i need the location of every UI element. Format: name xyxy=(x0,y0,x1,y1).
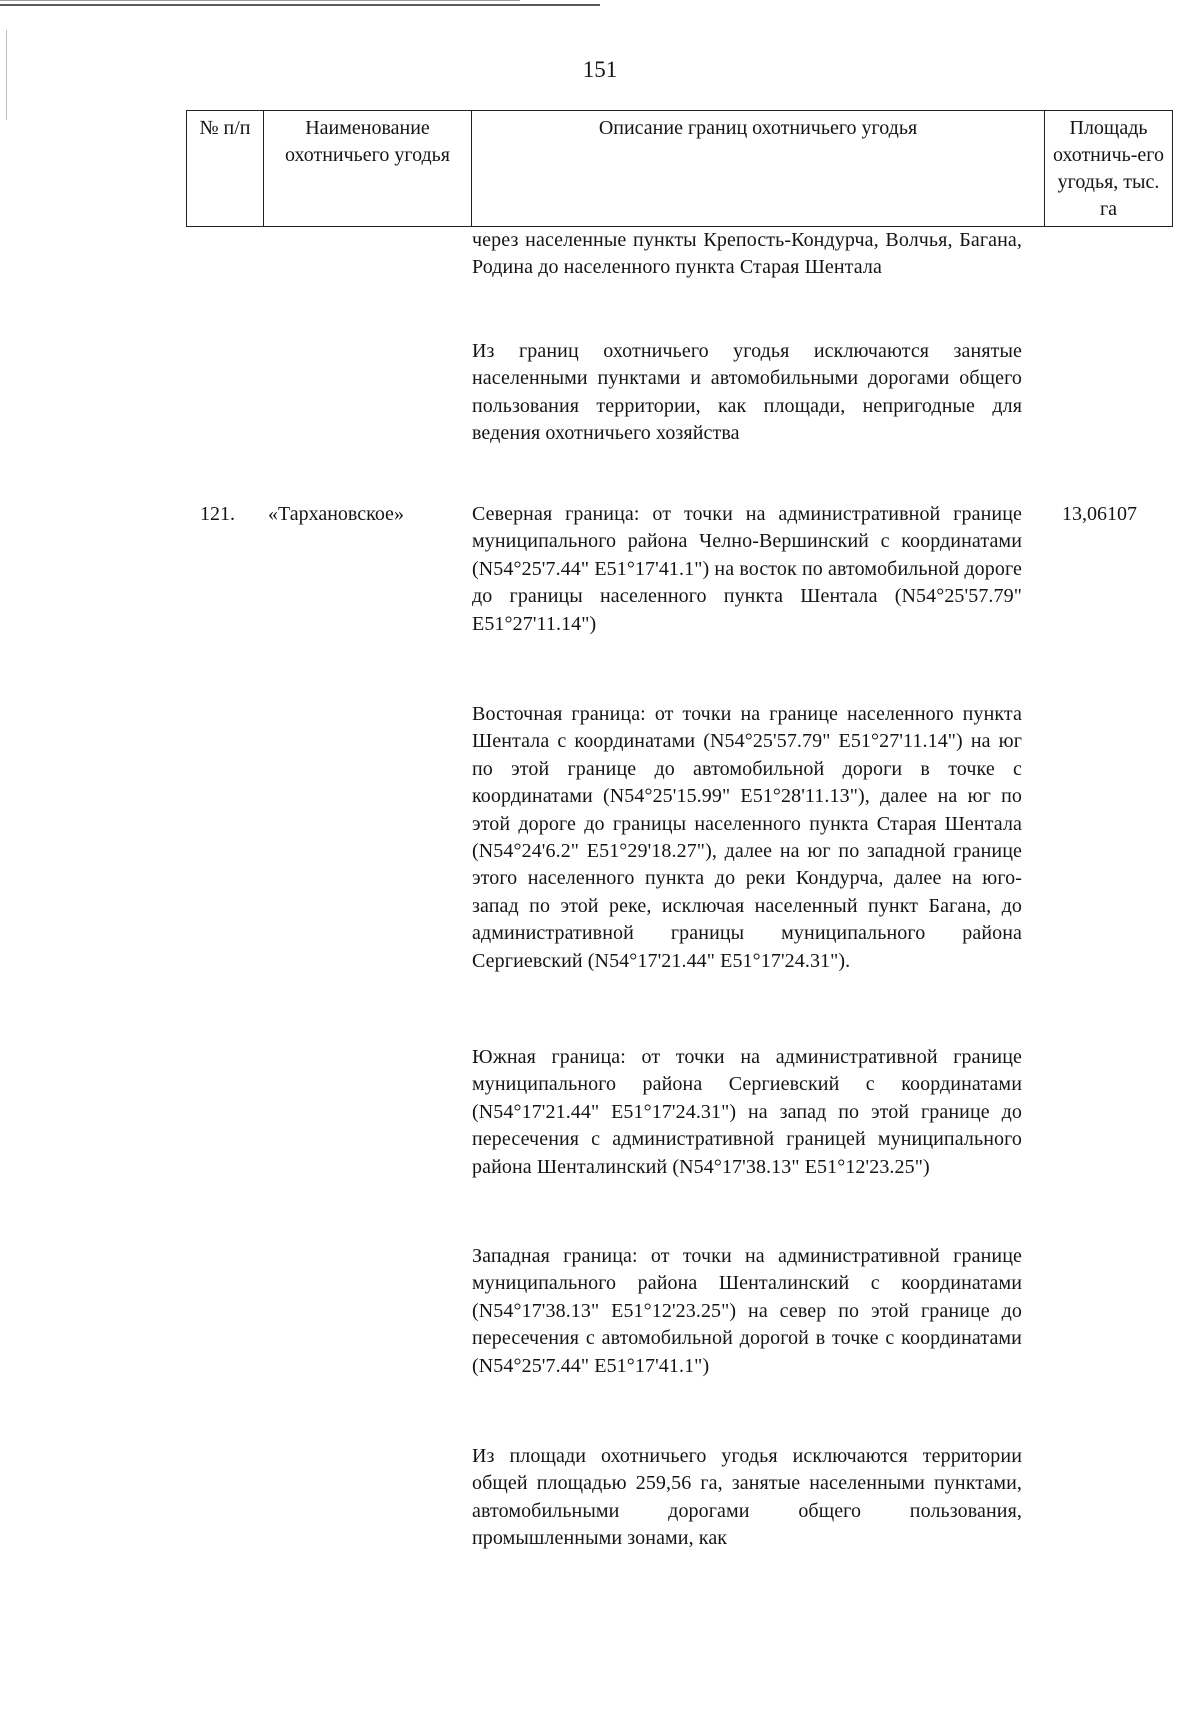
entry-name: «Тархановское» xyxy=(268,503,404,525)
area-exclusion-paragraph: Из площади охотничьего угодья исключаются территории общей площадью 259,56 га, занятые населенными пунктами, автомобильными дорогами общего пользования, промышленными зонами, как xyxy=(472,1445,1022,1550)
scan-edge-line xyxy=(0,4,600,6)
north-boundary: Северная граница: от точки на административной границе муниципального района Челно-Вершинский с координатами (N54°25'7.44" E51°17'41.1") на восток по автомобильной дороге до границы населенного пункта Шентала (N54°25'57.79" E51°27'11.14") xyxy=(472,503,1022,635)
east-boundary: Восточная граница: от точки на границе населенного пункта Шентала с координатами (N54°25'57.79" E51°27'11.14") на юг по этой границе до автомобильной дороги в точке с координатами (N54°25'15.99" E51°28'11.13"), далее на юг по этой дороге до границы населенного пункта Старая Шентала (N54°24'6.2" E51°29'18.27"), далее на юг по западной границе этого населенного пункта до реки Кондурча, далее на юго-запад по этой реке, исключая населенный пункт Багана, до административной границы муниципального района Сергиевский (N54°17'21.44" E51°17'24.31"). xyxy=(472,703,1022,972)
header-num: № п/п xyxy=(187,111,264,227)
south-boundary: Южная граница: от точки на административной границе муниципального района Сергиевский с координатами (N54°17'21.44" E51°17'24.31") на запад по этой границе до пересечения с административной границей муниципального района Шенталинский (N54°17'38.13" E51°12'23.25") xyxy=(472,1046,1022,1178)
header-name: Наименование охотничьего угодья xyxy=(264,111,472,227)
table-header xyxy=(186,110,1173,227)
header-description: Описание границ охотничьего угодья xyxy=(472,111,1045,227)
continuation-paragraph: через населенные пункты Крепость-Кондурча, Волчья, Багана, Родина до населенного пункта Старая Шентала xyxy=(472,229,1022,279)
exclusion-paragraph: Из границ охотничьего угодья исключаются занятые населенными пунктами и автомобильными дорогами общего пользования территории, как площади, непригодные для ведения охотничьего хозяйства xyxy=(472,340,1022,445)
scan-edge-line xyxy=(0,0,520,1)
entry-number: 121. xyxy=(200,503,235,525)
entry-area: 13,06107 xyxy=(1062,503,1137,525)
header-area: Площадь охотничь-его угодья, тыс. га xyxy=(1045,111,1173,227)
page-number: 151 xyxy=(582,57,618,82)
west-boundary: Западная граница: от точки на административной границе муниципального района Шенталинский с координатами (N54°17'38.13" E51°12'23.25") на север по этой границе до пересечения с автомобильной дорогой в точке с координатами (N54°25'7.44" E51°17'41.1") xyxy=(472,1245,1022,1377)
